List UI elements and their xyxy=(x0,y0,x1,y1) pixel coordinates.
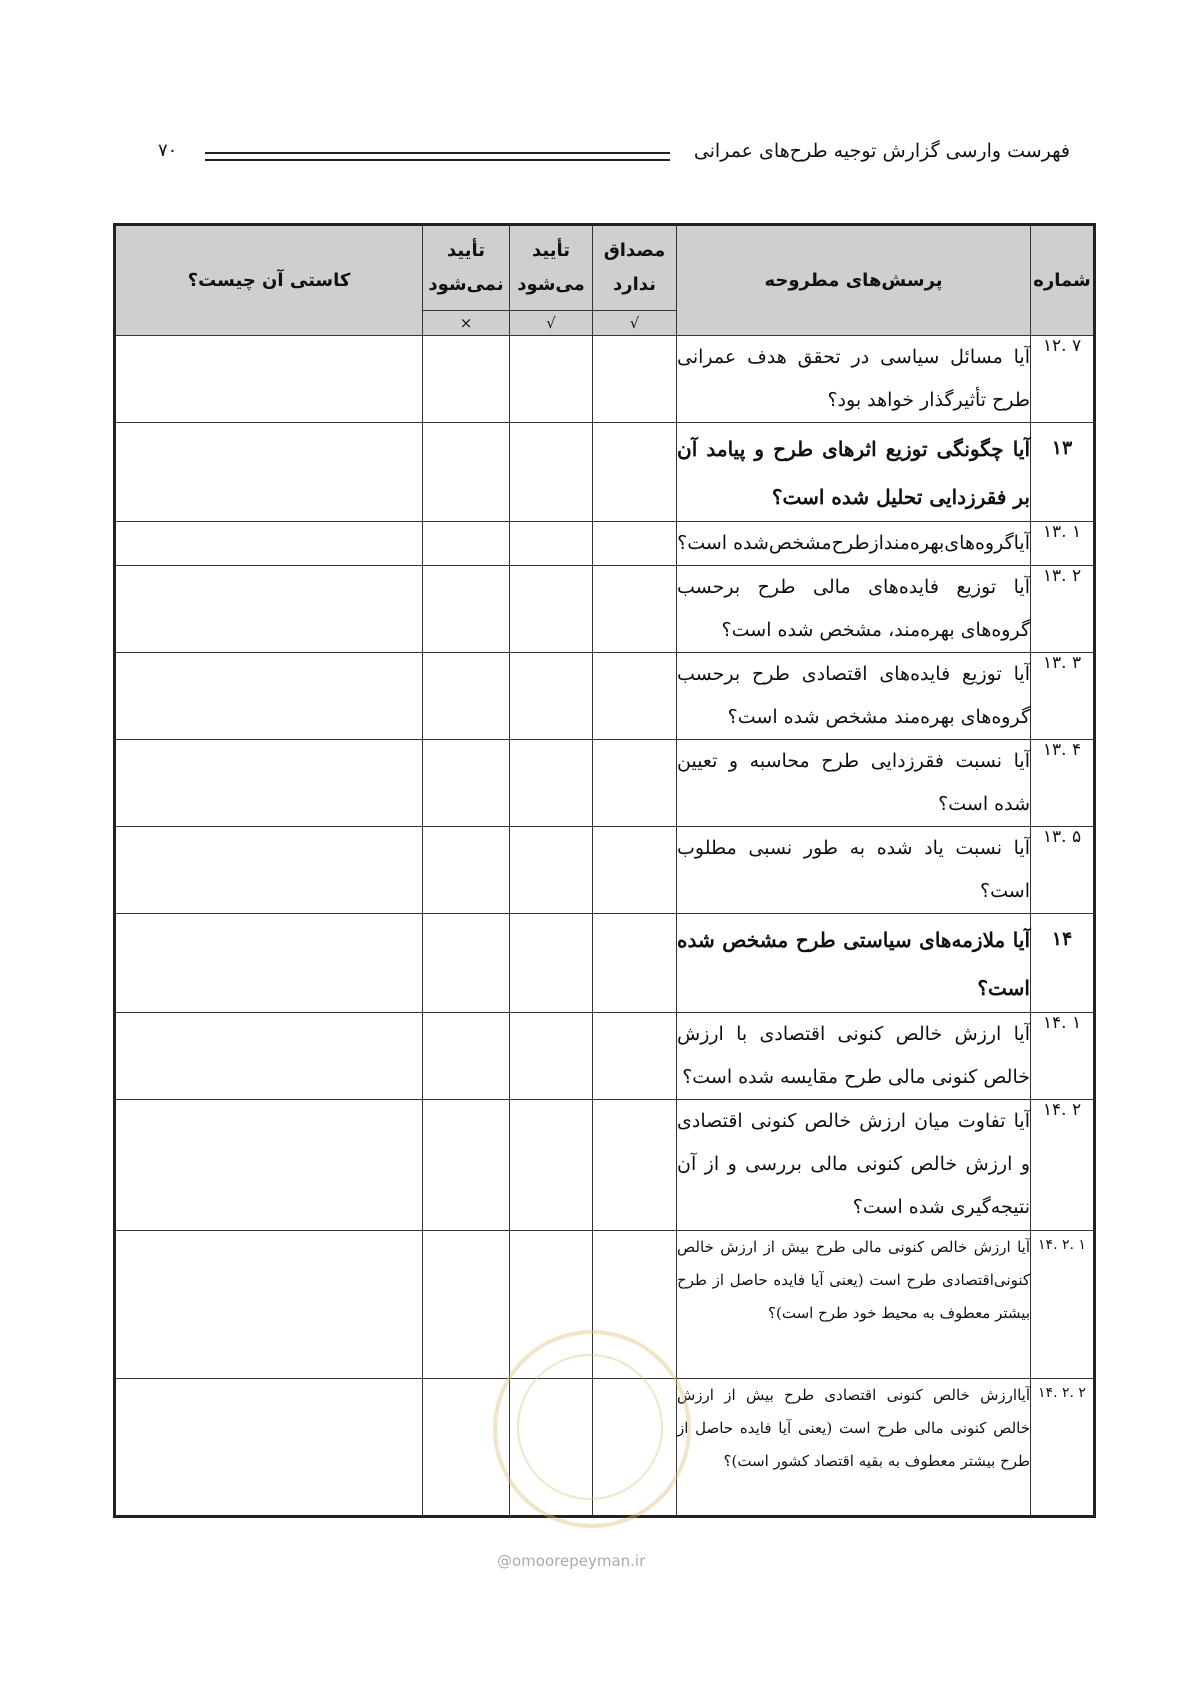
cell-not-applicable[interactable] xyxy=(593,1013,677,1100)
row-number: ۱ .۱۳ xyxy=(1031,522,1095,566)
row-number: ۵ .۱۳ xyxy=(1031,827,1095,914)
page-number: ۷۰ xyxy=(158,140,178,161)
watermark-seal xyxy=(493,1330,691,1528)
cell-not-applicable[interactable] xyxy=(593,827,677,914)
watermark-text: @omoorepeyman.ir xyxy=(497,1552,646,1570)
header-confirmed: تأیید می‌شود xyxy=(510,225,593,311)
cell-not-applicable[interactable] xyxy=(593,566,677,653)
cell-not-confirmed[interactable] xyxy=(423,740,510,827)
cell-not-applicable[interactable] xyxy=(593,336,677,423)
mark-not-confirmed: × xyxy=(423,311,510,336)
cell-deficiency[interactable] xyxy=(115,423,423,522)
header-not-confirmed: تأیید نمی‌شود xyxy=(423,225,510,311)
table-row xyxy=(115,653,1095,740)
header-number: شماره xyxy=(1031,225,1095,336)
cell-confirmed[interactable] xyxy=(510,1013,593,1100)
cell-confirmed[interactable] xyxy=(510,522,593,566)
cell-deficiency[interactable] xyxy=(115,914,423,1013)
cell-deficiency[interactable] xyxy=(115,740,423,827)
cell-not-confirmed[interactable] xyxy=(423,423,510,522)
page-header xyxy=(150,140,1070,180)
table-row xyxy=(115,566,1095,653)
cell-not-confirmed[interactable] xyxy=(423,336,510,423)
row-question: آیا مسائل سیاسی در تحقق هدف عمرانی طرح تأثیرگذار خواهد بود؟ xyxy=(677,336,1031,423)
cell-not-applicable[interactable] xyxy=(593,740,677,827)
cell-confirmed[interactable] xyxy=(510,653,593,740)
row-question: آیا توزیع فایده‌های مالی طرح برحسب گروه‌های بهره‌مند، مشخص شده است؟ xyxy=(677,566,1031,653)
mark-not-applicable: √ xyxy=(593,311,677,336)
header-double-rule xyxy=(205,152,670,161)
cell-confirmed[interactable] xyxy=(510,336,593,423)
cell-not-confirmed[interactable] xyxy=(423,522,510,566)
cell-not-confirmed[interactable] xyxy=(423,566,510,653)
cell-deficiency[interactable] xyxy=(115,1379,423,1517)
cell-confirmed[interactable] xyxy=(510,914,593,1013)
table-row xyxy=(115,827,1095,914)
row-question: آیا توزیع فایده‌های اقتصادی طرح برحسب گروه‌های بهره‌مند مشخص شده است؟ xyxy=(677,653,1031,740)
cell-confirmed[interactable] xyxy=(510,423,593,522)
cell-not-confirmed[interactable] xyxy=(423,1231,510,1379)
header-not-applicable: مصداق ندارد xyxy=(593,225,677,311)
row-question: آیا ملازمه‌های سیاستی طرح مشخص شده است؟ xyxy=(677,914,1031,1013)
row-number: ۱ .۱۴ xyxy=(1031,1013,1095,1100)
cell-not-confirmed[interactable] xyxy=(423,827,510,914)
row-number: ۷ .۱۲ xyxy=(1031,336,1095,423)
cell-deficiency[interactable] xyxy=(115,1013,423,1100)
cell-confirmed[interactable] xyxy=(510,566,593,653)
cell-deficiency[interactable] xyxy=(115,522,423,566)
cell-not-applicable[interactable] xyxy=(593,1100,677,1231)
table-row xyxy=(115,1013,1095,1100)
row-number: ۱۳ xyxy=(1031,423,1095,522)
cell-not-confirmed[interactable] xyxy=(423,914,510,1013)
table-row xyxy=(115,740,1095,827)
header-question: پرسش‌های مطروحه xyxy=(677,225,1031,336)
table-row xyxy=(115,1100,1095,1231)
cell-deficiency[interactable] xyxy=(115,827,423,914)
row-number: ۲ .۱۳ xyxy=(1031,566,1095,653)
table-row xyxy=(115,914,1095,1013)
cell-confirmed[interactable] xyxy=(510,827,593,914)
cell-not-confirmed[interactable] xyxy=(423,1100,510,1231)
cell-not-applicable[interactable] xyxy=(593,522,677,566)
row-number: ۱ .۲ .۱۴ xyxy=(1031,1231,1095,1379)
cell-deficiency[interactable] xyxy=(115,336,423,423)
document-title: فهرست وارسی گزارش توجیه طرح‌های عمرانی xyxy=(693,140,1070,162)
row-question: آیا نسبت یاد شده به طور نسبی مطلوب است؟ xyxy=(677,827,1031,914)
row-question: آیاارزش خالص کنونی اقتصادی طرح بیش از ارزش خالص کنونی مالی طرح است (یعنی آیا فایده حاصل از طرح بیشتر معطوف به بقیه اقتصاد کشور است)؟ xyxy=(677,1379,1031,1517)
row-question: آیاگروه‌های‌بهره‌منداز‌طرح‌مشخص‌شده است؟ xyxy=(677,522,1031,566)
row-number: ۳ .۱۳ xyxy=(1031,653,1095,740)
cell-deficiency[interactable] xyxy=(115,1231,423,1379)
seal-logo-icon xyxy=(517,1354,663,1500)
row-question: آیا نسبت فقرزدایی طرح محاسبه و تعیین شده است؟ xyxy=(677,740,1031,827)
row-number: ۱۴ xyxy=(1031,914,1095,1013)
row-question: آیا ارزش خالص کنونی مالی طرح بیش از ارزش خالص کنونی‌اقتصادی طرح است (یعنی آیا فایده حاصل از طرح بیشتر معطوف به محیط خود طرح است)؟ xyxy=(677,1231,1031,1379)
cell-confirmed[interactable] xyxy=(510,740,593,827)
row-number: ۲ .۱۴ xyxy=(1031,1100,1095,1231)
cell-not-applicable[interactable] xyxy=(593,423,677,522)
row-question: آیا تفاوت میان ارزش خالص کنونی اقتصادی و ارزش خالص کنونی مالی بررسی و از آن نتیجه‌گیری شده است؟ xyxy=(677,1100,1031,1231)
cell-not-confirmed[interactable] xyxy=(423,1013,510,1100)
cell-not-applicable[interactable] xyxy=(593,914,677,1013)
table-row xyxy=(115,423,1095,522)
cell-deficiency[interactable] xyxy=(115,653,423,740)
mark-confirmed: √ xyxy=(510,311,593,336)
table-row xyxy=(115,336,1095,423)
checklist-table xyxy=(113,223,1096,1518)
cell-not-confirmed[interactable] xyxy=(423,653,510,740)
cell-confirmed[interactable] xyxy=(510,1100,593,1231)
cell-deficiency[interactable] xyxy=(115,1100,423,1231)
table-row xyxy=(115,522,1095,566)
row-number: ۲ .۲ .۱۴ xyxy=(1031,1379,1095,1517)
header-deficiency: کاستی آن چیست؟ xyxy=(115,225,423,336)
cell-deficiency[interactable] xyxy=(115,566,423,653)
row-question: آیا چگونگی توزیع اثرهای طرح و پیامد آن بر فقرزدایی تحلیل شده است؟ xyxy=(677,423,1031,522)
row-question: آیا ارزش خالص کنونی اقتصادی با ارزش خالص کنونی مالی طرح مقایسه شده است؟ xyxy=(677,1013,1031,1100)
cell-not-applicable[interactable] xyxy=(593,653,677,740)
row-number: ۴ .۱۳ xyxy=(1031,740,1095,827)
